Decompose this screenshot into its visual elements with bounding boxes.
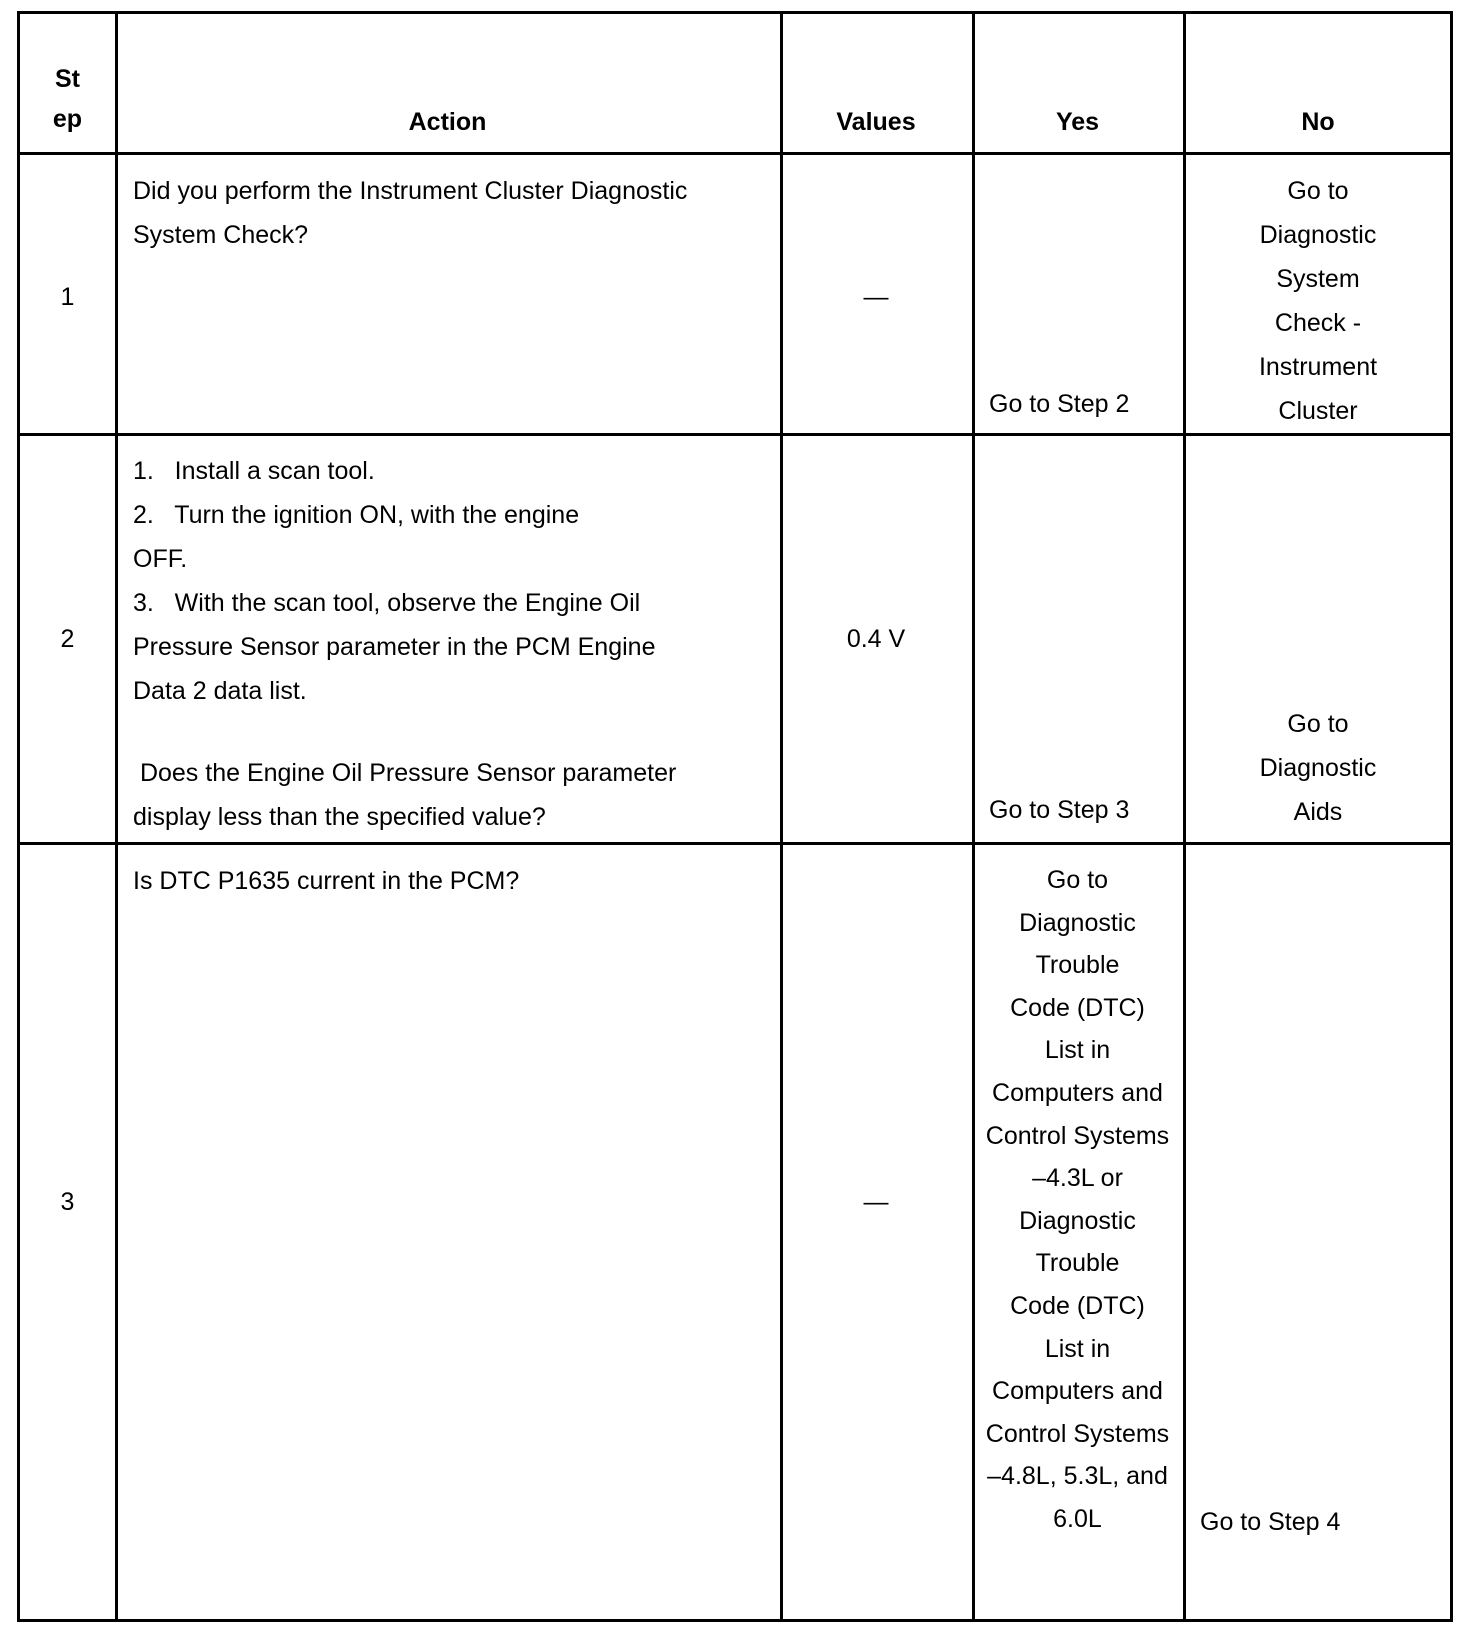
yes-cell: [972, 859, 1183, 1541]
action-line: Data 2 data list.: [133, 677, 307, 705]
action-line: 2. Turn the ignition ON, with the engine: [133, 501, 580, 529]
no-cell: [1183, 169, 1453, 433]
action-line: System Check?: [133, 221, 309, 249]
header-yes: Yes: [1055, 108, 1100, 136]
yes-line: List in: [1044, 1334, 1111, 1363]
header-action: Action: [408, 108, 487, 136]
row-divider: [20, 842, 1450, 845]
yes-line: Diagnostic: [1019, 908, 1136, 937]
yes-line: 6.0L: [1053, 1504, 1102, 1533]
header-values: Values: [836, 108, 916, 136]
value-cell: —: [863, 283, 889, 311]
no-line: Aids: [1293, 798, 1343, 826]
yes-line: Code (DTC): [1010, 993, 1145, 1022]
yes-line: Computers and: [992, 1377, 1163, 1406]
yes-line: Computers and: [992, 1078, 1163, 1107]
no-line: Cluster: [1278, 397, 1358, 425]
yes-line: Trouble: [1035, 951, 1120, 980]
no-cell: Go to Step 4: [1200, 1508, 1341, 1536]
action-text: Is DTC P1635 current in the PCM?: [133, 867, 520, 895]
yes-line: Code (DTC): [1010, 1291, 1145, 1320]
header-step-line: ep: [52, 105, 83, 133]
step-number: 1: [60, 283, 75, 311]
yes-cell: Go to Step 3: [989, 796, 1130, 824]
action-line: Did you perform the Instrument Cluster Diagnostic: [133, 177, 688, 205]
header-step-line: St: [55, 65, 80, 93]
value-cell: 0.4 V: [846, 625, 906, 653]
header-no: No: [1301, 108, 1335, 136]
no-line: Diagnostic: [1259, 754, 1377, 782]
value-cell: —: [863, 1188, 889, 1216]
no-line: Check -: [1274, 309, 1362, 337]
no-line: Go to: [1287, 177, 1349, 205]
no-line: System: [1276, 265, 1360, 293]
yes-line: Trouble: [1035, 1249, 1120, 1278]
header-step: [20, 59, 115, 139]
no-line: Instrument: [1258, 353, 1378, 381]
action-line: 1. Install a scan tool.: [133, 457, 375, 485]
no-line: Go to: [1287, 710, 1349, 738]
yes-line: List in: [1044, 1036, 1111, 1065]
yes-line: –4.8L, 5.3L, and: [987, 1462, 1168, 1491]
action-line: 3. With the scan tool, observe the Engine Oil: [133, 589, 641, 617]
yes-cell: Go to Step 2: [989, 390, 1130, 418]
column-divider: [780, 14, 783, 1619]
row-divider: [20, 152, 1450, 155]
action-line: display less than the specified value?: [133, 803, 546, 831]
no-line: Diagnostic: [1259, 221, 1377, 249]
column-divider: [115, 14, 118, 1619]
diagnostic-table: [17, 11, 1453, 1622]
action-line: OFF.: [133, 545, 188, 573]
yes-line: Diagnostic: [1019, 1206, 1136, 1235]
yes-line: Control Systems: [985, 1121, 1170, 1150]
yes-line: –4.3L or: [1032, 1164, 1123, 1193]
row-divider: [20, 433, 1450, 436]
step-number: 2: [60, 625, 75, 653]
action-line: [133, 713, 676, 751]
step-number: 3: [60, 1188, 75, 1216]
action-text: [133, 169, 687, 257]
action-line: Does the Engine Oil Pressure Sensor parameter: [133, 759, 677, 787]
yes-line: Go to: [1046, 866, 1109, 894]
no-cell: [1183, 702, 1453, 834]
yes-line: Control Systems: [985, 1419, 1170, 1448]
action-line: Pressure Sensor parameter in the PCM Engine: [133, 633, 656, 661]
action-text: [133, 449, 676, 839]
